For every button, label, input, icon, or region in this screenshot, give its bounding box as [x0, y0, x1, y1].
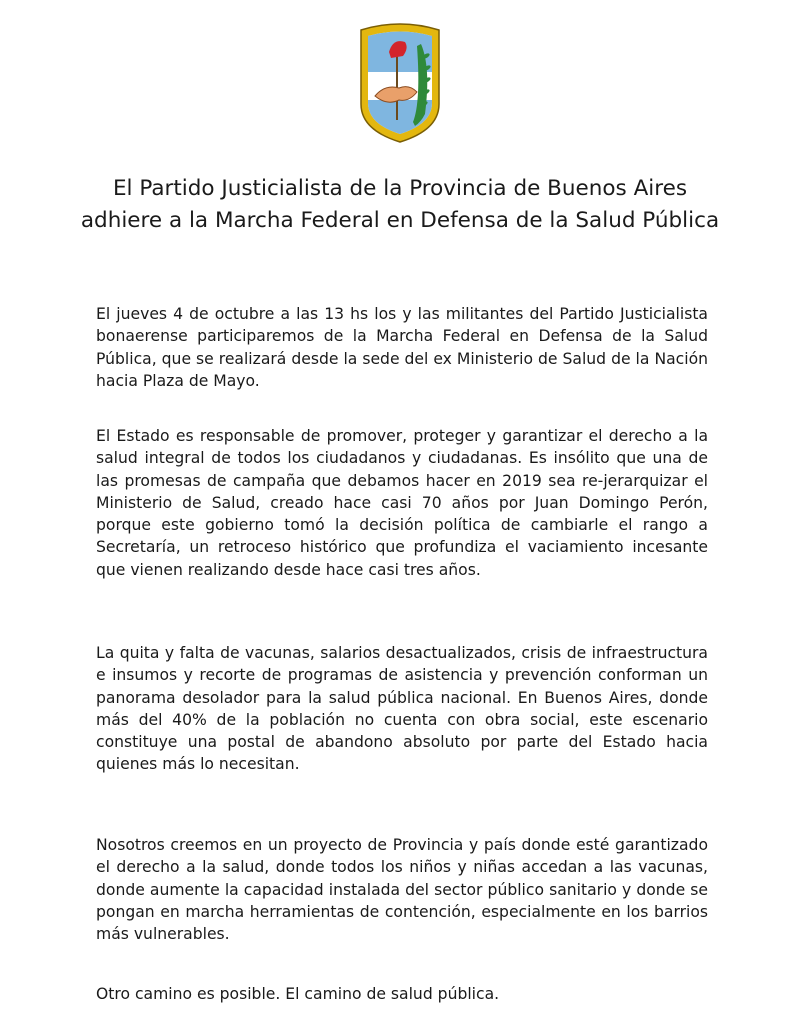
- paragraph-2: El Estado es responsable de promover, proteger y garantizar el derecho a la salud integral de todos los ciudadanos y ciudadanas. Es insólito que una de las promesas de campaña que debamos hacer en 2019 sea re-jerarquizar el Ministerio de Salud, creado hace casi 70 años por Juan Domingo Perón, porque este gobierno tomó la decisión política de cambiarle el rango a Secretaría, un retroceso histórico que profundiza el vaciamiento incesante que vienen realizando desde hace casi tres años.: [96, 427, 708, 579]
- page-title: El Partido Justicialista de la Provincia de Buenos Aires adhiere a la Marcha Federal en Defensa de la Salud Pública: [80, 176, 720, 233]
- paragraph-5: Otro camino es posible. El camino de salud pública.: [96, 985, 500, 1003]
- party-shield-logo-icon: [355, 22, 445, 144]
- paragraph-1: El jueves 4 de octubre a las 13 hs los y las militantes del Partido Justicialista bonaerense participaremos de la Marcha Federal en Defensa de la Salud Pública, que se realizará desde la sede del ex Ministerio de Salud de la Nación hacia Plaza de Mayo.: [96, 305, 708, 390]
- paragraph-3: La quita y falta de vacunas, salarios desactualizados, crisis de infraestructura e insumos y recorte de programas de asistencia y prevención conforman un panorama desolador para la salud pública nacional. En Buenos Aires, donde más del 40% de la población no cuenta con obra social, este escenario constituye una postal de abandono absoluto por parte del Estado hacia quienes más lo necesitan.: [96, 644, 708, 774]
- paragraph-4: Nosotros creemos en un proyecto de Provincia y país donde esté garantizado el derecho a la salud, donde todos los niños y niñas accedan a las vacunas, donde aumente la capacidad instalada del sector público sanitario y donde se pongan en marcha herramientas de contención, especialmente en los barrios más vulnerables.: [96, 836, 708, 944]
